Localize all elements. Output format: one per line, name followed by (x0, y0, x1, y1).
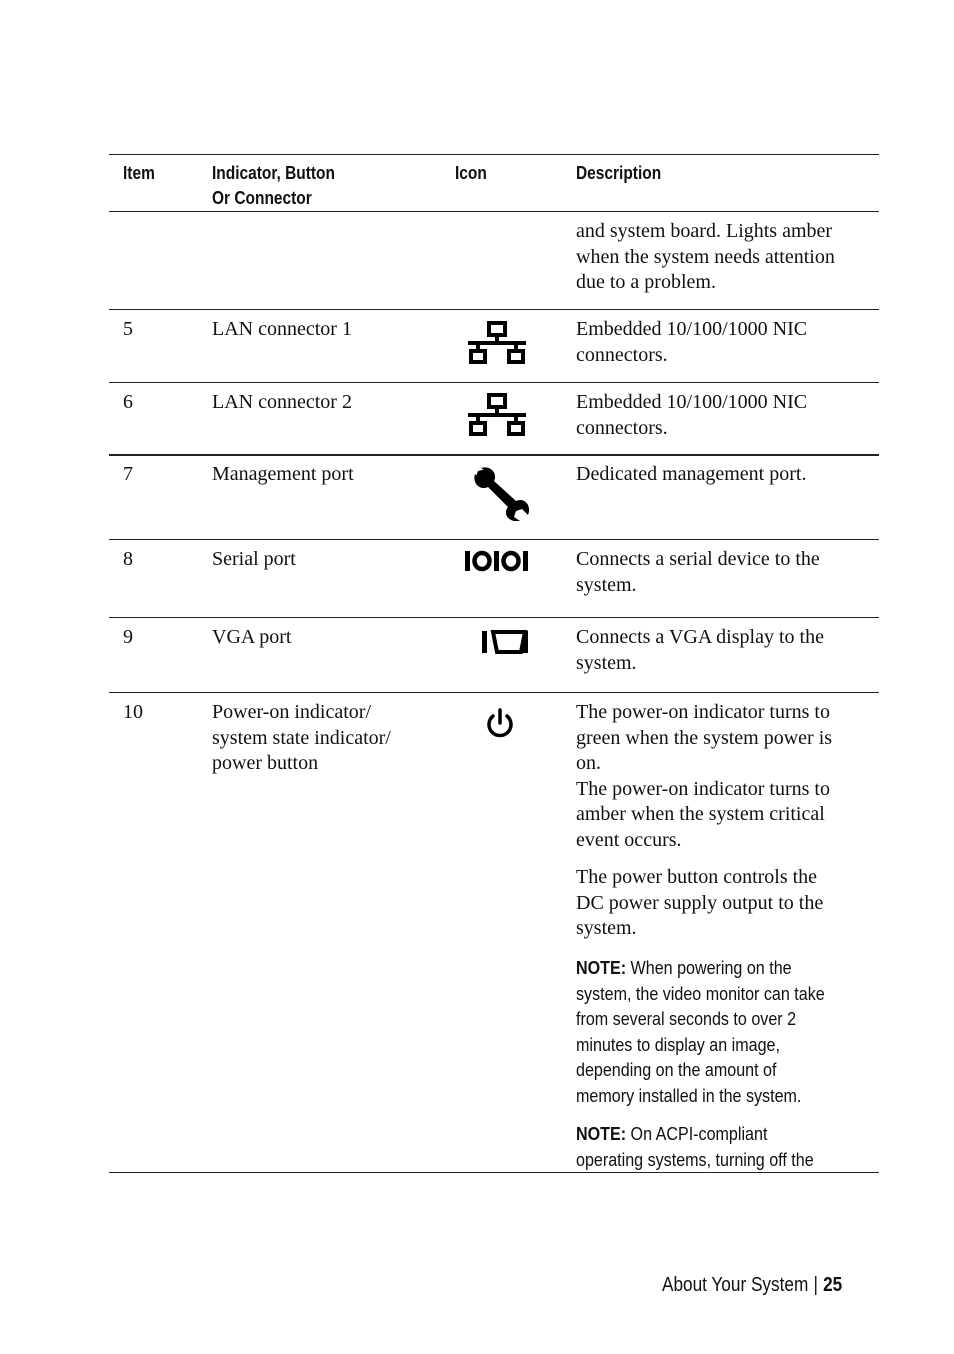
continued-description (576, 219, 876, 296)
desc-line: The power-on indicator turns to (576, 777, 830, 800)
row-connector-name: Management port (212, 463, 354, 485)
row-description (576, 462, 876, 488)
row-divider (109, 692, 879, 693)
power-description-para2 (576, 865, 876, 942)
desc-line: The power-on indicator turns to (576, 701, 830, 723)
desc-line: system. (576, 917, 637, 939)
network-icon (466, 321, 528, 365)
row-description (576, 625, 876, 676)
note-line: memory installed in the system. (576, 1084, 802, 1106)
row-description (576, 390, 876, 441)
header-indicator (212, 161, 335, 211)
page-footer (662, 1272, 842, 1298)
row-item-number: 9 (123, 626, 133, 648)
header-indicator-line2: Or Connector (212, 188, 312, 208)
desc-line: Connects a serial device to the (576, 548, 820, 570)
note-line: operating systems, turning off the (576, 1148, 814, 1170)
desc-line: on. (576, 752, 601, 774)
desc-line: Embedded 10/100/1000 NIC (576, 391, 808, 413)
row-connector-name: LAN connector 1 (212, 318, 352, 340)
note-line: minutes to display an image, (576, 1033, 780, 1055)
note-acpi (576, 1121, 863, 1172)
footer-section-title: About Your System (662, 1274, 809, 1296)
note-line: system, the video monitor can take (576, 982, 825, 1004)
table-bottom-rule (109, 1172, 879, 1173)
desc-line: Dedicated management port. (576, 463, 807, 485)
note-line (576, 1121, 863, 1147)
row-item-number: 5 (123, 318, 133, 340)
header-bottom-rule (109, 211, 879, 212)
header-indicator-line1: Indicator, Button (212, 163, 335, 183)
row-connector-name: LAN connector 2 (212, 391, 352, 413)
power-description-para1 (576, 700, 876, 853)
name-line: Power-on indicator/ (212, 701, 372, 723)
desc-line: due to a problem. (576, 271, 716, 293)
desc-line: and system board. Lights amber (576, 220, 833, 242)
desc-line: connectors. (576, 416, 668, 439)
vga-port-icon (480, 628, 530, 656)
note-monitor-delay (576, 955, 863, 1108)
desc-line: event occurs. (576, 828, 682, 851)
row-item-number: 7 (123, 463, 133, 485)
name-line: system state indicator/ (212, 726, 391, 749)
serial-port-icon (463, 549, 533, 573)
note-label: NOTE: (576, 957, 627, 978)
row-item-number: 8 (123, 548, 133, 570)
row-item-number: 6 (123, 391, 133, 413)
table-top-rule (109, 154, 879, 155)
note-line: depending on the amount of (576, 1059, 777, 1080)
desc-line: system. (576, 651, 637, 674)
wrench-icon (472, 465, 532, 521)
row-divider (109, 454, 879, 456)
desc-line: amber when the system critical (576, 803, 825, 825)
header-item: Item (123, 163, 155, 183)
desc-line: system. (576, 573, 637, 596)
page-number: 25 (823, 1274, 843, 1296)
network-icon (466, 393, 528, 437)
row-connector-name (212, 700, 391, 777)
row-item-number: 10 (123, 701, 143, 723)
desc-line: connectors. (576, 343, 668, 366)
power-icon (484, 707, 516, 741)
row-divider (109, 617, 879, 618)
row-description (576, 547, 876, 598)
desc-line: green when the system power is (576, 726, 833, 749)
note-line: from several seconds to over 2 (576, 1008, 797, 1029)
note-text: When powering on the (626, 957, 792, 978)
desc-line: DC power supply output to the (576, 891, 824, 914)
row-divider (109, 309, 879, 310)
row-connector-name: VGA port (212, 626, 292, 648)
desc-line: Embedded 10/100/1000 NIC (576, 318, 808, 340)
header-icon: Icon (455, 163, 487, 183)
desc-line: when the system needs attention (576, 245, 835, 268)
desc-line: Connects a VGA display to the (576, 626, 824, 648)
desc-line: The power button controls the (576, 866, 818, 888)
row-connector-name: Serial port (212, 548, 296, 570)
row-divider (109, 382, 879, 383)
name-line: power button (212, 752, 319, 774)
header-description: Description (576, 163, 662, 183)
row-divider (109, 539, 879, 540)
footer-separator: | (813, 1274, 818, 1296)
note-text: On ACPI-compliant (626, 1123, 768, 1144)
row-description (576, 317, 876, 368)
note-label: NOTE: (576, 1123, 627, 1144)
note-line (576, 955, 863, 981)
